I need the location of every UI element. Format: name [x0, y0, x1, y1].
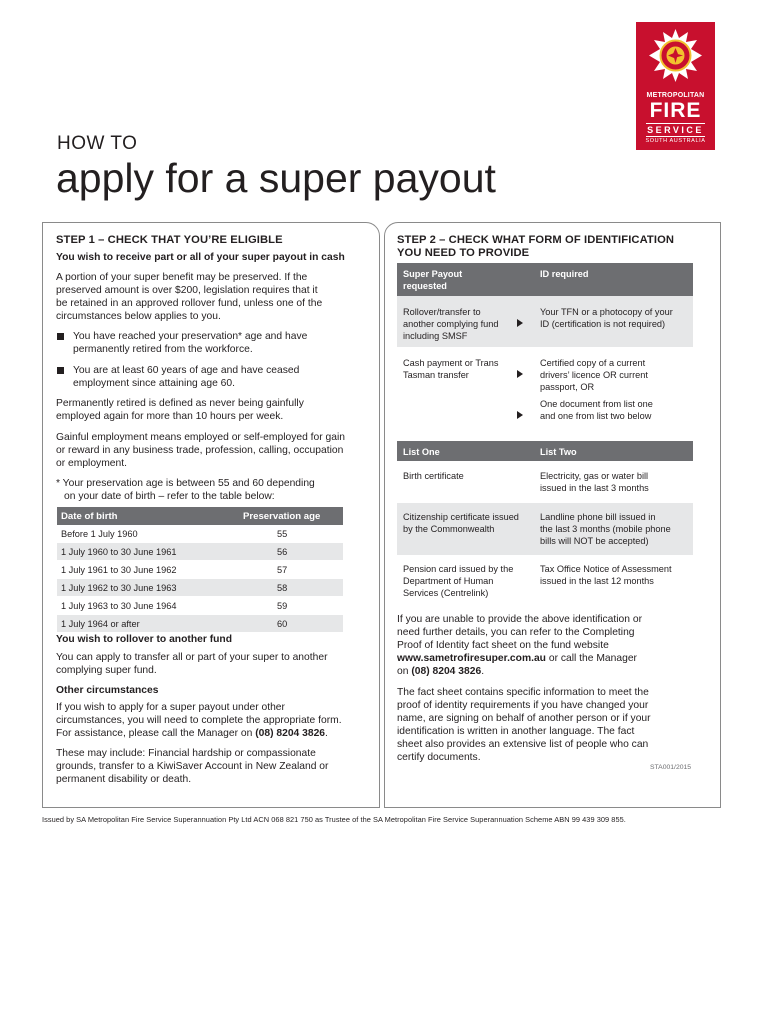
text-line: name, are signing on behalf of another person or if your	[397, 713, 651, 724]
column-header: List One	[403, 447, 440, 457]
preservation-age-table	[57, 507, 343, 633]
step1-heading: STEP 1 – CHECK THAT YOU’RE ELIGIBLE	[56, 234, 283, 246]
step1-subheading: You wish to receive part or all of your super payout in cash	[56, 252, 345, 263]
text-line: need further details, you can refer to the Completing	[397, 627, 635, 638]
table-row	[57, 543, 343, 561]
table-cell: Before 1 July 1960	[61, 529, 138, 539]
text-line: Pension card issued by the	[403, 564, 514, 574]
text-line: on your date of birth – refer to the table below:	[64, 491, 275, 502]
text-line: another complying fund	[403, 319, 499, 329]
text-line: passport, OR	[540, 382, 595, 392]
unable-to-provide-text	[397, 613, 642, 678]
text-line: sheet also provides an extensive list of people who can	[397, 739, 649, 750]
table-cell	[540, 306, 673, 330]
rollover-heading: You wish to rollover to another fund	[56, 634, 232, 645]
text-line: or reward in any business trade, profession, calling, occupation	[56, 445, 344, 456]
table-cell: 58	[277, 583, 288, 593]
step2-heading	[397, 234, 674, 260]
table-cell: 55	[277, 529, 288, 539]
text-line: issued in the last 3 months	[540, 483, 649, 493]
rollover-text	[56, 651, 328, 677]
table-row	[57, 615, 343, 633]
text-span: or call the Manager	[545, 653, 637, 664]
table-row	[57, 579, 343, 597]
logo-word-metropolitan: METROPOLITAN	[646, 92, 705, 99]
table-cell: 60	[277, 619, 288, 629]
text-line: drivers’ licence OR current	[540, 370, 648, 380]
column-header: Date of birth	[61, 511, 118, 522]
table-cell	[540, 563, 672, 587]
table-cell: 1 July 1960 to 30 June 1961	[61, 547, 177, 557]
text-line: by the Commonwealth	[403, 524, 495, 534]
text-line: or employment.	[56, 458, 127, 469]
text-line: Gainful employment means employed or self-employed for gain	[56, 432, 346, 443]
table-cell	[540, 357, 648, 393]
table-cell	[403, 563, 513, 599]
may-include-text	[56, 747, 328, 786]
text-line: proof of identity requirements if you have changed your	[397, 700, 649, 711]
text-line: A portion of your super benefit may be preserved. If the	[56, 272, 308, 283]
table-row	[57, 597, 343, 615]
table-cell: 1 July 1961 to 30 June 1962	[61, 565, 177, 575]
text-line: employment since attaining age 60.	[73, 378, 235, 389]
text-line: Tasman transfer	[403, 370, 469, 380]
text-line: preserved amount is over $200, legislation requires that it	[56, 285, 318, 296]
text-line: complying super fund.	[56, 665, 157, 676]
table-cell: 57	[277, 565, 288, 575]
text-line: Electricity, gas or water bill	[540, 471, 649, 481]
text-line: including SMSF	[403, 331, 468, 341]
text-span: on	[397, 666, 412, 677]
text-line: and one from list two below	[540, 411, 652, 421]
table-cell	[403, 511, 519, 535]
text-line: Proof of Identity fact sheet on the fund website	[397, 640, 609, 651]
text-line: circumstances below applies to you.	[56, 311, 221, 322]
table-cell	[403, 306, 499, 342]
issuer-footer: Issued by SA Metropolitan Fire Service Superannuation Pty Ltd ACN 068 821 750 as Trustee of the SA Metropolitan Fire Service Superannuation Scheme ABN 99 439 309 855.	[42, 815, 626, 824]
eligibility-bullet	[57, 364, 357, 390]
text-line: employed again for more than 10 hours per week.	[56, 411, 284, 422]
text-line: Services (Centrelink)	[403, 588, 489, 598]
text-line: identification is written in another language. The fact	[397, 726, 635, 737]
bullet-square-icon	[57, 333, 64, 340]
text-line: One document from list one	[540, 399, 653, 409]
text-line: The fact sheet contains specific information to meet the	[397, 687, 649, 698]
text-line: be retained in an approved rollover fund, unless one of the	[56, 298, 323, 309]
text-line: circumstances, you will need to complete the appropriate form.	[56, 715, 342, 726]
table-cell	[540, 398, 653, 422]
table-cell: 56	[277, 547, 288, 557]
text-line: You have reached your preservation* age and have	[73, 331, 308, 342]
text-line: permanently retired from the workforce.	[73, 344, 253, 355]
table-cell: 1 July 1963 to 30 June 1964	[61, 601, 177, 611]
fire-service-emblem-icon	[648, 28, 703, 83]
text-line: bills will NOT be accepted)	[540, 536, 649, 546]
text-span: For assistance, please call the Manager on	[56, 728, 256, 739]
text-span: .	[325, 728, 328, 739]
text-line: certify documents.	[397, 752, 481, 763]
logo-word-fire: FIRE	[649, 99, 702, 122]
table-cell	[540, 511, 671, 547]
column-header	[403, 268, 462, 292]
text-line: Landline phone bill issued in	[540, 512, 656, 522]
id-required-table	[397, 263, 693, 433]
logo-divider	[646, 136, 705, 137]
table-row	[397, 556, 693, 607]
manager-phone-number[interactable]: (08) 8204 3826	[411, 666, 482, 677]
text-line: requested	[403, 281, 447, 291]
text-line: * Your preservation age is between 55 and 60 depending	[56, 478, 315, 489]
text-line: grounds, transfer to a KiwiSaver Account in New Zealand or	[56, 761, 329, 772]
text-line: Department of Human	[403, 576, 494, 586]
bullet-square-icon	[57, 367, 64, 374]
text-line: Super Payout	[403, 269, 463, 279]
text-line: Citizenship certificate issued	[403, 512, 519, 522]
preservation-footnote	[56, 477, 315, 503]
howto-label: HOW TO	[57, 133, 138, 154]
text-line: Tax Office Notice of Assessment	[540, 564, 672, 574]
fund-website-link[interactable]: www.sametrofiresuper.com.au	[397, 653, 546, 664]
table-cell	[403, 470, 464, 482]
table-header	[57, 507, 343, 525]
other-circumstances-heading: Other circumstances	[56, 685, 159, 696]
text-line: You are at least 60 years of age and have ceased	[73, 365, 300, 376]
text-line	[397, 665, 642, 678]
text-line	[397, 652, 642, 665]
other-circumstances-text	[56, 701, 342, 740]
arrow-right-icon	[517, 411, 523, 419]
arrow-right-icon	[517, 319, 523, 327]
gainful-employment-definition	[56, 431, 345, 470]
table-row	[397, 348, 693, 433]
fact-sheet-text	[397, 686, 651, 764]
mfs-logo	[636, 22, 715, 150]
text-line: Cash payment or Trans	[403, 358, 499, 368]
text-line: Rollover/transfer to	[403, 307, 481, 317]
text-line: Birth certificate	[403, 471, 464, 481]
arrow-right-icon	[517, 370, 523, 378]
eligibility-bullet	[57, 330, 357, 356]
column-header: Preservation age	[243, 511, 321, 522]
table-header	[397, 263, 693, 296]
page-title: apply for a super payout	[56, 155, 496, 201]
text-line: STEP 2 – CHECK WHAT FORM OF IDENTIFICATION	[397, 234, 675, 246]
text-line: permanent disability or death.	[56, 774, 192, 785]
text-line: ID (certification is not required)	[540, 319, 666, 329]
table-cell: 1 July 1962 to 30 June 1963	[61, 583, 177, 593]
column-header: List Two	[540, 447, 577, 457]
column-header: ID required	[540, 269, 589, 279]
table-row	[397, 461, 693, 503]
text-line	[56, 727, 342, 740]
table-cell: 59	[277, 601, 288, 611]
text-line: Permanently retired is defined as never being gainfully	[56, 398, 304, 409]
logo-divider	[646, 123, 705, 124]
step1-intro	[56, 271, 322, 323]
id-lists-table	[397, 441, 693, 607]
permanently-retired-definition	[56, 397, 304, 423]
table-cell	[403, 357, 499, 381]
text-span: .	[481, 666, 485, 677]
table-row	[397, 503, 693, 556]
table-header	[397, 441, 693, 461]
text-line: If you are unable to provide the above identification or	[397, 614, 642, 625]
text-line: issued in the last 12 months	[540, 576, 654, 586]
logo-word-south-australia: SOUTH AUSTRALIA	[645, 138, 706, 144]
text-line: If you wish to apply for a super payout under other	[56, 702, 285, 713]
document-reference: STA001/2015	[650, 764, 692, 771]
text-line: These may include: Financial hardship or compassionate	[56, 748, 316, 759]
text-line: the last 3 months (mobile phone	[540, 524, 671, 534]
table-row	[397, 296, 693, 348]
table-cell: 1 July 1964 or after	[61, 619, 140, 629]
text-line: YOU NEED TO PROVIDE	[397, 247, 530, 259]
text-line: You can apply to transfer all or part of your super to another	[56, 652, 328, 663]
manager-phone-number[interactable]: (08) 8204 3826	[255, 728, 326, 739]
text-line: Certified copy of a current	[540, 358, 646, 368]
table-cell	[540, 470, 649, 494]
text-line: Your TFN or a photocopy of your	[540, 307, 673, 317]
logo-word-service: SERVICE	[647, 125, 704, 135]
table-row	[57, 525, 343, 543]
table-row	[57, 561, 343, 579]
